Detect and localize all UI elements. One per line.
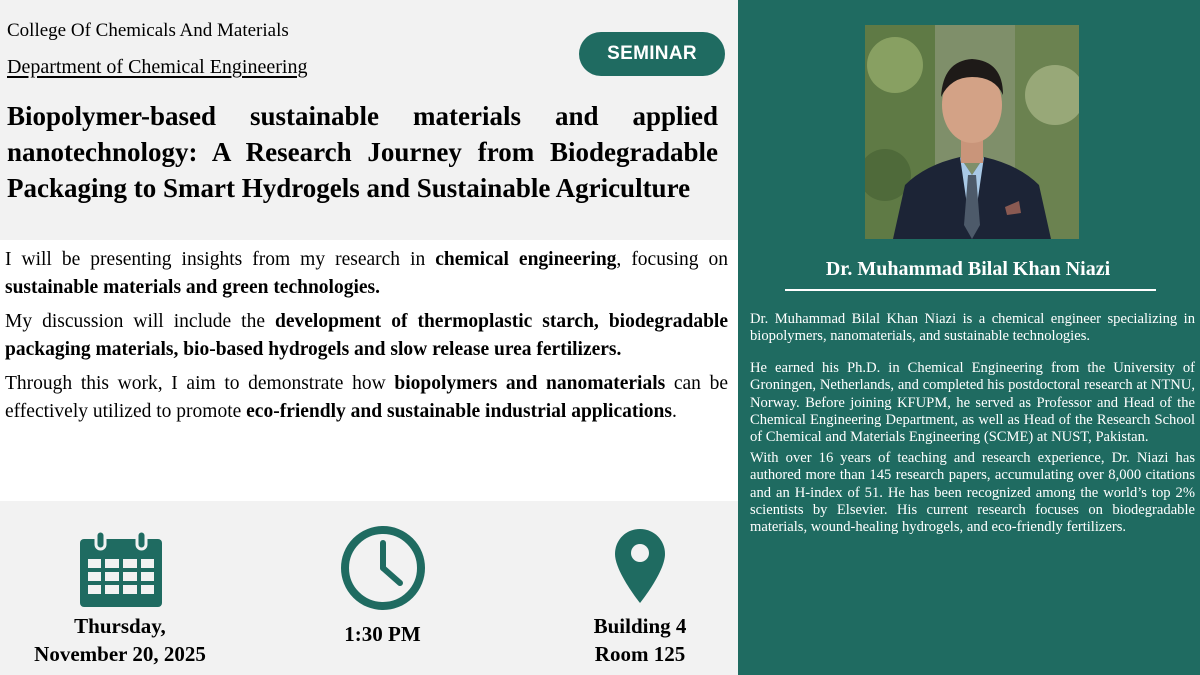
abstract-highlight: sustainable materials and green technologies. <box>5 277 381 298</box>
speaker-bio <box>750 311 1195 551</box>
abstract-highlight: chemical engineering <box>435 249 617 270</box>
abstract-text: can be effectively utilized to promote <box>5 373 728 422</box>
event-room: Room 125 <box>594 642 686 666</box>
bio-paragraph-2: He earned his Ph.D. in Chemical Engineering from the University of Groningen, Netherlands, and completed his postdoctoral research at NTNU, Norway. Before joining KFUPM, he served as Professor and Head of the Chemical Engineering Department, as well as Head of the Research School of Chemical and Materials Engineering (SCME) at NUST, Pakistan. <box>750 359 1195 446</box>
abstract-highlight: eco-friendly and sustainable industrial applications <box>246 401 672 422</box>
event-date-full: November 20, 2025 <box>34 642 206 666</box>
speaker-photo <box>865 25 1079 239</box>
abstract-box <box>0 240 738 501</box>
speaker-portrait-image <box>865 25 1079 239</box>
event-date-day: Thursday, <box>74 614 166 638</box>
seminar-badge: SEMINAR <box>579 32 725 76</box>
abstract-text: Through this work, I aim to demonstrate how <box>5 373 395 394</box>
abstract-paragraph-1 <box>5 246 728 302</box>
abstract-text: , focusing on <box>616 249 728 270</box>
department-name: Department of Chemical Engineering <box>7 56 308 78</box>
event-time-value: 1:30 PM <box>344 622 421 646</box>
abstract-text: I will be presenting insights from my research in <box>5 249 436 270</box>
name-divider <box>785 289 1156 291</box>
abstract-text: . <box>671 401 677 422</box>
bio-paragraph-3: With over 16 years of teaching and research experience, Dr. Niazi has authored more than 145 research papers, accumulating over 8,000 citations and an H-index of 51. He has been recognized among the world’s top 2% scientists by Elsevier. His current research focuses on biodegradable materials, wound-healing hydrogels, and eco-friendly fertilizers. <box>750 449 1195 536</box>
event-building: Building 4 <box>593 614 687 638</box>
abstract-text: My discussion will include the <box>5 311 276 332</box>
abstract-highlight: development of thermoplastic starch, biodegradable packaging materials, bio-based hydrogels and slow release urea fertilizers. <box>5 311 728 360</box>
clock-icon <box>340 525 426 611</box>
speaker-name: Dr. Muhammad Bilal Khan Niazi <box>825 258 1111 280</box>
speaker-panel <box>738 0 1200 675</box>
abstract-paragraph-2 <box>5 308 728 364</box>
event-date <box>20 612 220 668</box>
abstract-paragraph-3 <box>5 370 728 426</box>
abstract-highlight: biopolymers and nanomaterials <box>394 373 666 394</box>
seminar-title: Biopolymer-based sustainable materials and applied nanotechnology: A Research Journey from Biodegradable Packaging to Smart Hydrogels and Sustainable Agriculture <box>7 101 718 203</box>
calendar-icon <box>80 531 162 607</box>
event-time <box>300 620 465 648</box>
bio-paragraph-1: Dr. Muhammad Bilal Khan Niazi is a chemical engineer specializing in biopolymers, nanomaterials, and sustainable technologies. <box>750 311 1195 345</box>
map-pin-icon <box>615 529 665 603</box>
event-location <box>560 612 720 668</box>
college-name: College Of Chemicals And Materials <box>7 20 289 41</box>
